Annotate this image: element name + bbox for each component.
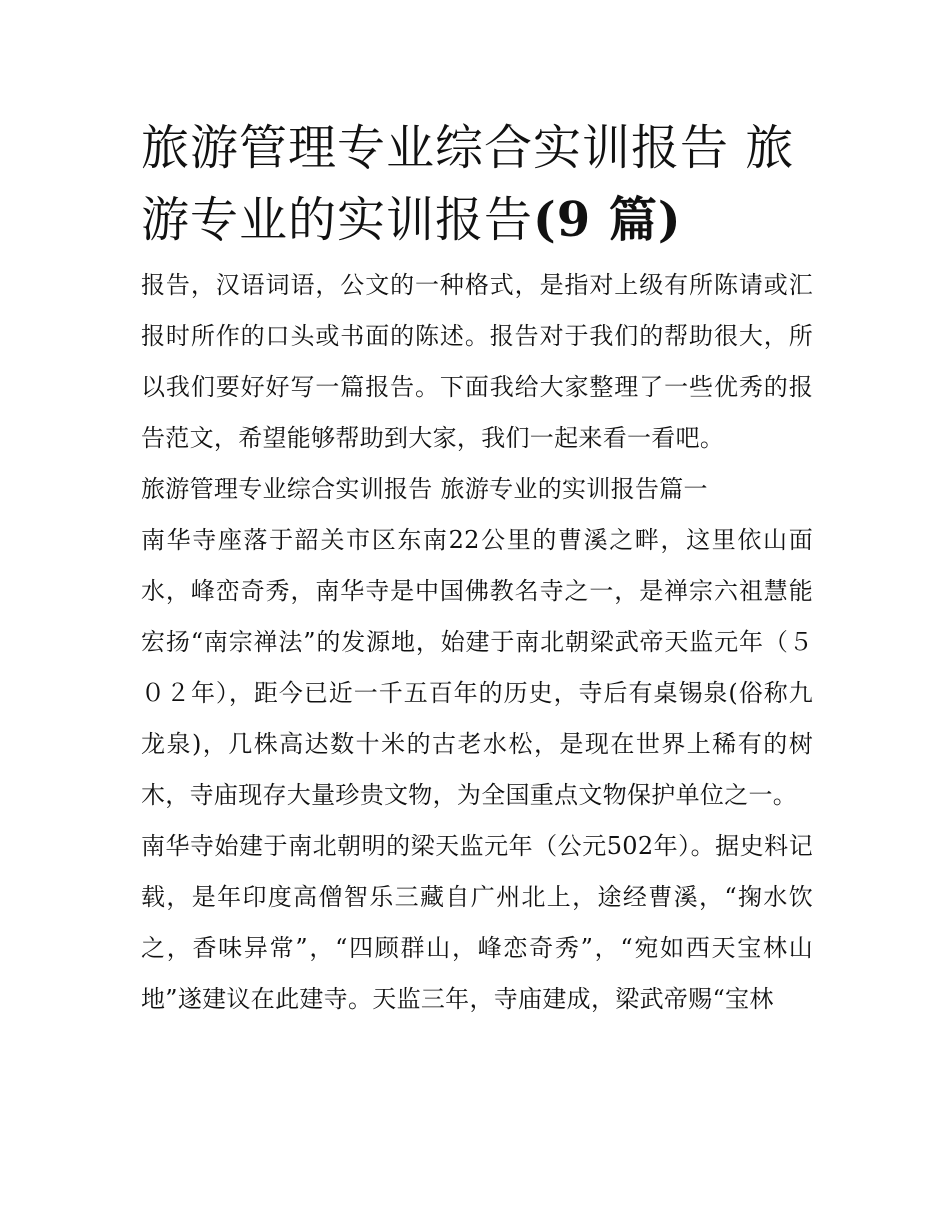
section-heading: 旅游管理专业综合实训报告 旅游专业的实训报告篇一 <box>141 475 708 503</box>
body-paragraph: 南华寺座落于韶关市区东南22公里的曹溪之畔，这里依山面水，峰峦奇秀，南华寺是中国佛教名寺之一，是禅宗六祖慧能宏扬“南宗禅法”的发源地，始建于南北朝梁武帝天监元年（５０２年），距今已近一千五百年的历史，寺后有桌锡泉(俗称九龙泉)，几株高达数十米的古老水松，是现在世界上稀有的树木，寺庙现存大量珍贵文物，为全国重点文物保护单位之一。 <box>141 526 813 809</box>
document-title <box>141 112 813 256</box>
title-main-text: 旅游管理专业综合实训报告 旅游专业的实训报告 <box>141 120 795 248</box>
body-paragraph: 南华寺始建于南北朝明的梁天监元年（公元502年）。据史料记载，是年印度高僧智乐三藏自广州北上，途经曹溪，“掬水饮之，香味异常”，“四顾群山，峰恋奇秀”，“宛如西天宝林山地”遂建议在此建寺。天监三年，寺庙建成，梁武帝赐“宝林 <box>141 832 813 1013</box>
document-body <box>141 112 813 1025</box>
title-count-text: (9 篇) <box>533 192 682 248</box>
intro-paragraph: 报告，汉语词语，公文的一种格式，是指对上级有所陈请或汇报时所作的口头或书面的陈述。报告对于我们的帮助很大，所以我们要好好写一篇报告。下面我给大家整理了一些优秀的报告范文，希望能够帮助到大家，我们一起来看一看吧。 <box>141 271 813 452</box>
